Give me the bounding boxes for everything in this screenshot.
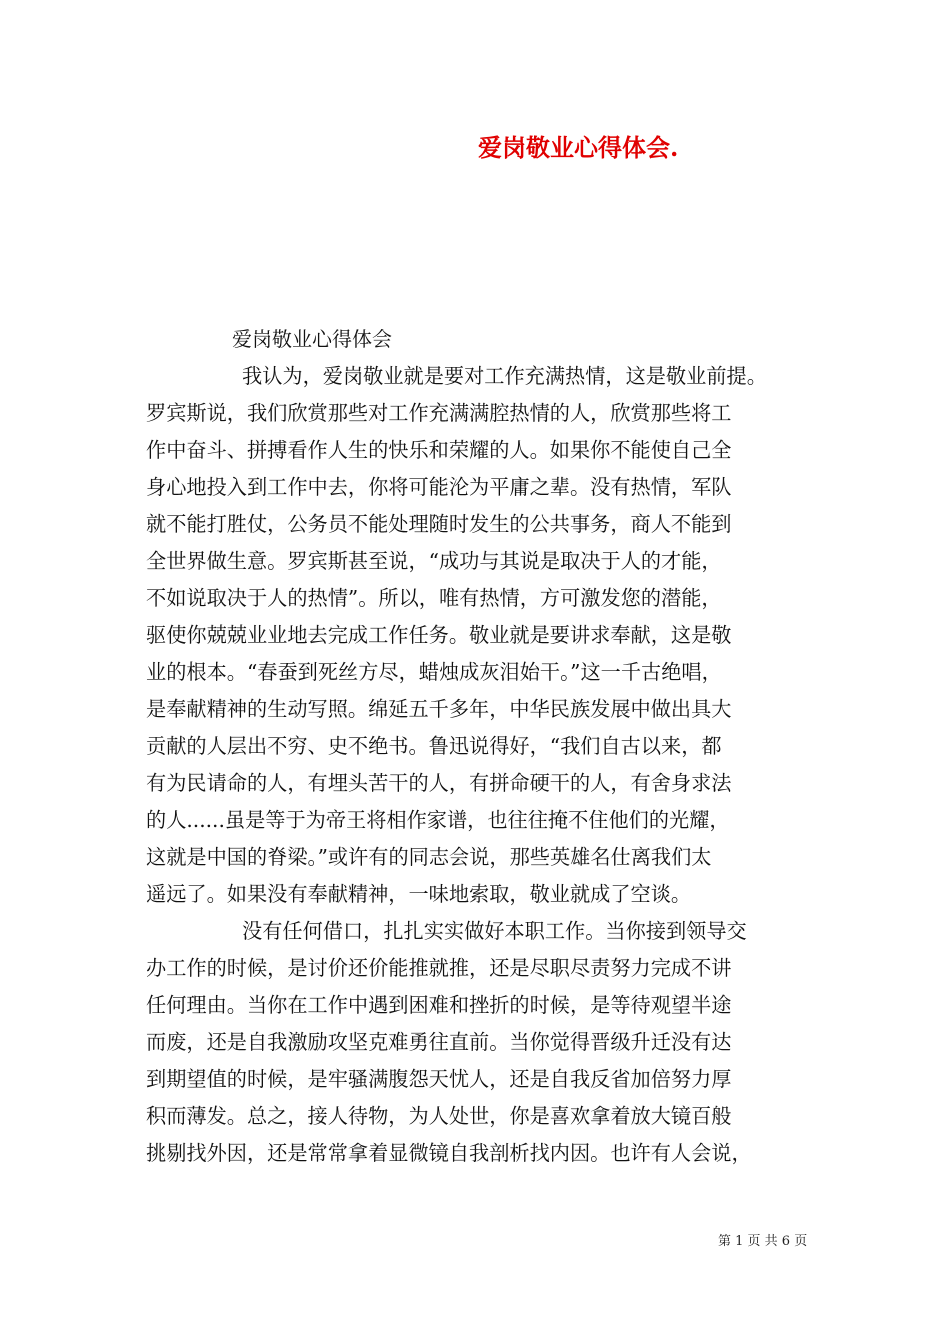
- paragraph-line: 到期望值的时候，是牢骚满腹怨天忧人，还是自我反省加倍努力厚: [146, 1067, 732, 1091]
- paragraph-line: 积而薄发。总之，接人待物，为人处世，你是喜欢拿着放大镜百般: [146, 1104, 732, 1128]
- paragraph-line: 驱使你兢兢业业地去完成工作任务。敬业就是要讲求奉献，这是敬: [146, 623, 732, 647]
- paragraph-line: 而废，还是自我激励攻坚克难勇往直前。当你觉得晋级升迁没有达: [146, 1030, 732, 1054]
- paragraph-line: 身心地投入到工作中去，你将可能沦为平庸之辈。没有热情，军队: [146, 475, 732, 499]
- paragraph-line: 挑剔找外因，还是常常拿着显微镜自我剖析找内因。也许有人会说，: [146, 1141, 752, 1165]
- paragraph-line: 任何理由。当你在工作中遇到困难和挫折的时候，是等待观望半途: [146, 993, 732, 1017]
- paragraph-line: 没有任何借口，扎扎实实做好本职工作。当你接到领导交: [242, 919, 747, 943]
- paragraph-line: 遥远了。如果没有奉献精神，一味地索取，敬业就成了空谈。: [146, 882, 692, 906]
- body-text: [146, 358, 826, 1172]
- document-title: 爱岗敬业心得体会.: [478, 133, 679, 162]
- paragraph-line: 贡献的人层出不穷、史不绝书。鲁迅说得好，“我们自古以来，都: [146, 734, 722, 758]
- page-number: 第 1 页 共 6 页: [718, 1234, 808, 1249]
- paragraph-line: 全世界做生意。罗宾斯甚至说，“成功与其说是取决于人的才能，: [146, 549, 722, 573]
- paragraph-line: 这就是中国的脊梁。”或许有的同志会说，那些英雄名仕离我们太: [146, 845, 712, 869]
- section-heading: 爱岗敬业心得体会: [232, 327, 392, 351]
- paragraph-line: 是奉献精神的生动写照。绵延五千多年，中华民族发展中做出具大: [146, 697, 732, 721]
- paragraph-line: 有为民请命的人，有埋头苦干的人，有拼命硬干的人，有舍身求法: [146, 771, 732, 795]
- paragraph-line: 就不能打胜仗，公务员不能处理随时发生的公共事务，商人不能到: [146, 512, 732, 536]
- paragraph-line: 业的根本。“春蚕到死丝方尽，蜡烛成灰泪始干。”这一千古绝唱，: [146, 660, 722, 684]
- paragraph-line: 罗宾斯说，我们欣赏那些对工作充满满腔热情的人，欣赏那些将工: [146, 401, 732, 425]
- paragraph-line: 的人......虽是等于为帝王将相作家谱，也往往掩不住他们的光耀，: [146, 808, 730, 832]
- paragraph-line: 作中奋斗、拼搏看作人生的快乐和荣耀的人。如果你不能使自己全: [146, 438, 732, 462]
- paragraph-line: 不如说取决于人的热情”。所以，唯有热情，方可激发您的潜能，: [146, 586, 722, 610]
- paragraph-line: 办工作的时候，是讨价还价能推就推，还是尽职尽责努力完成不讲: [146, 956, 732, 980]
- paragraph-line: 我认为，爱岗敬业就是要对工作充满热情，这是敬业前提。: [242, 364, 767, 388]
